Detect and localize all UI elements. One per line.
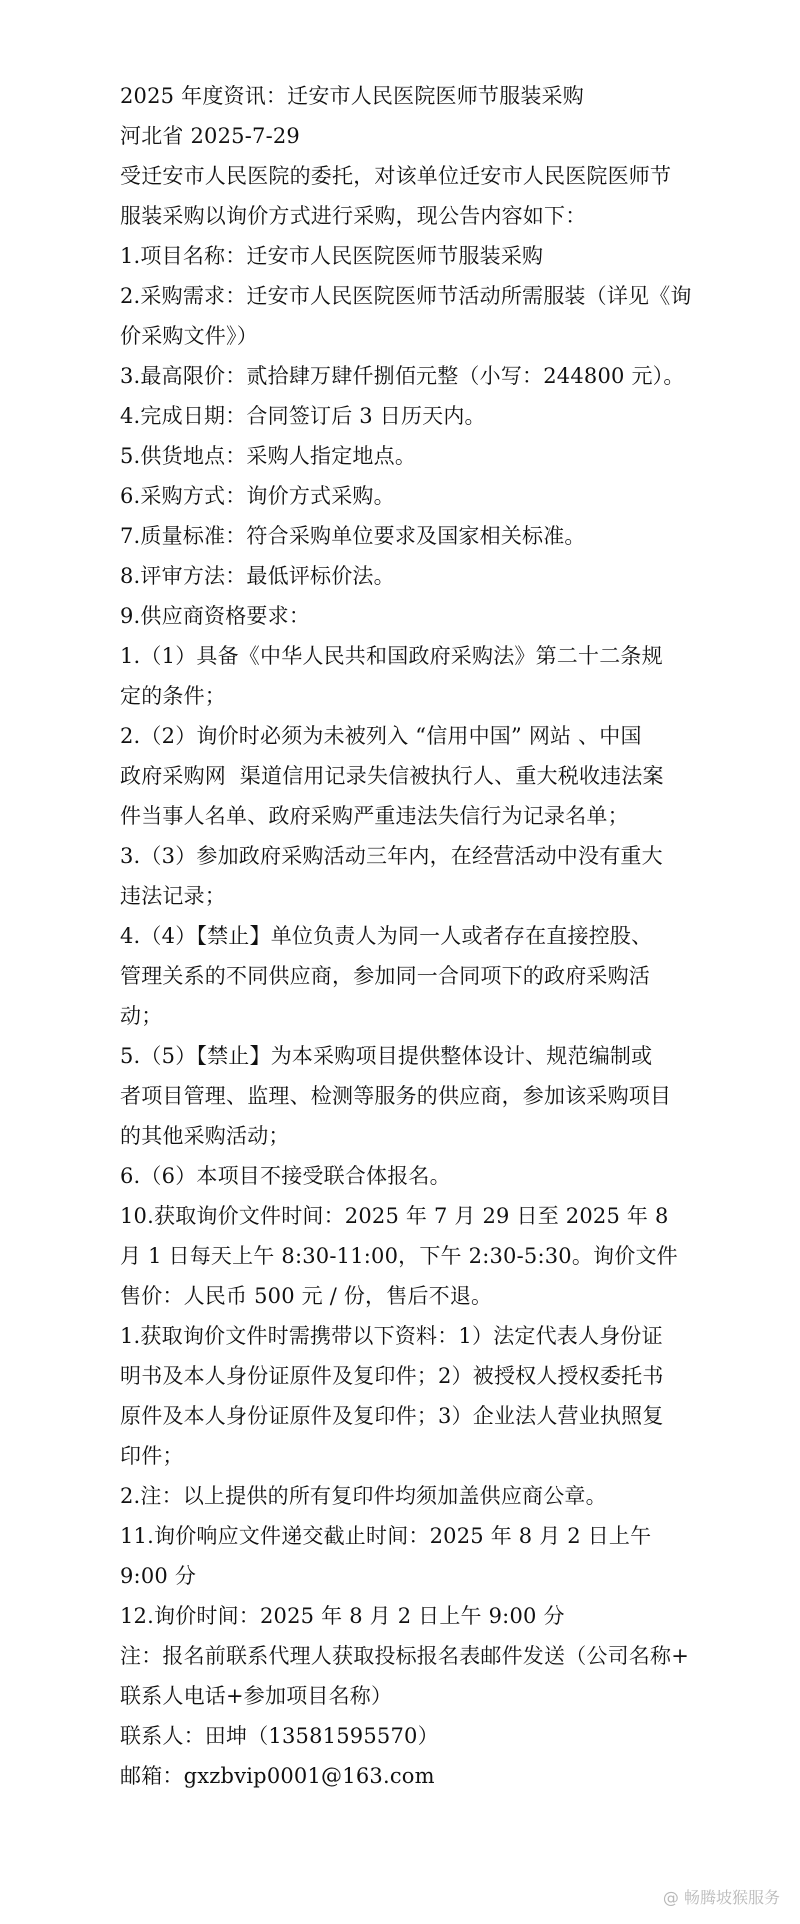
document-line: 6.（6）本项目不接受联合体报名。 [120, 1164, 451, 1188]
document-line: 1.（1）具备《中华人民共和国政府采购法》第二十二条规 [120, 644, 663, 668]
document-line: 件当事人名单、政府采购严重违法失信行为记录名单； [120, 804, 629, 828]
document-line: 4.（4）【禁止】单位负责人为同一人或者存在直接控股、 [120, 924, 653, 948]
document-line: 2.采购需求：迁安市人民医院医师节活动所需服装（详见《询 [120, 284, 692, 308]
document-line: 4.完成日期：合同签订后 3 日历天内。 [120, 404, 486, 428]
document-line: 的其他采购活动； [120, 1124, 290, 1148]
document-line: 2.（2）询价时必须为未被列入 “信用中国” 网站 、中国 [120, 724, 642, 748]
document-line: 政府采购网 渠道信用记录失信被执行人、重大税收违法案 [120, 764, 664, 788]
document-line: 8.评审方法：最低评标价法。 [120, 564, 395, 588]
document-line: 3.（3）参加政府采购活动三年内，在经营活动中没有重大 [120, 844, 663, 868]
document-line: 邮箱：gxzbvip0001@163.com [120, 1764, 435, 1788]
document-line: 明书及本人身份证原件及复印件；2）被授权人授权委托书 [120, 1364, 664, 1388]
document-line: 印件； [120, 1444, 184, 1468]
document-line: 11.询价响应文件递交截止时间：2025 年 8 月 2 日上午 [120, 1524, 652, 1548]
document-line: 河北省 2025-7-29 [120, 124, 300, 148]
document-line: 服装采购以询价方式进行采购，现公告内容如下： [120, 204, 587, 228]
document-line: 月 1 日每天上午 8:30-11:00，下午 2:30-5:30。询价文件 [120, 1244, 678, 1268]
document-line: 1.项目名称：迁安市人民医院医师节服装采购 [120, 244, 544, 268]
document-line: 者项目管理、监理、检测等服务的供应商，参加该采购项目 [120, 1084, 672, 1108]
document-line: 10.获取询价文件时间：2025 年 7 月 29 日至 2025 年 8 [120, 1204, 669, 1228]
document-line: 动； [120, 1004, 163, 1028]
document-line: 7.质量标准：符合采购单位要求及国家相关标准。 [120, 524, 586, 548]
document-line: 9:00 分 [120, 1564, 197, 1588]
document-line: 3.最高限价：贰拾肆万肆仟捌佰元整（小写：244800 元）。 [120, 364, 685, 388]
document-line: 9.供应商资格要求： [120, 604, 311, 628]
document-line: 联系人：田坤（13581595570） [120, 1724, 439, 1748]
document-line: 违法记录； [120, 884, 226, 908]
document-line: 12.询价时间：2025 年 8 月 2 日上午 9:00 分 [120, 1604, 565, 1628]
announcement-document [120, 76, 720, 1796]
document-line: 注：报名前联系代理人获取投标报名表邮件发送（公司名称+ [120, 1644, 689, 1668]
document-line: 受迁安市人民医院的委托，对该单位迁安市人民医院医师节 [120, 164, 672, 188]
document-line: 1.获取询价文件时需携带以下资料：1）法定代表人身份证 [120, 1324, 663, 1348]
document-line: 5.（5）【禁止】为本采购项目提供整体设计、规范编制或 [120, 1044, 653, 1068]
document-line: 售价：人民币 500 元 / 份，售后不退。 [120, 1284, 493, 1308]
document-line: 2.注：以上提供的所有复印件均须加盖供应商公章。 [120, 1484, 607, 1508]
document-line: 5.供货地点：采购人指定地点。 [120, 444, 417, 468]
document-line: 2025 年度资讯：迁安市人民医院医师节服装采购 [120, 84, 584, 108]
document-line: 定的条件； [120, 684, 226, 708]
document-line: 价采购文件》） [120, 324, 258, 348]
document-line: 原件及本人身份证原件及复印件；3）企业法人营业执照复 [120, 1404, 664, 1428]
document-line: 管理关系的不同供应商，参加同一合同项下的政府采购活 [120, 964, 650, 988]
watermark: @ 畅腾坡猴服务 [662, 1888, 780, 1907]
document-line: 6.采购方式：询价方式采购。 [120, 484, 395, 508]
document-line: 联系人电话+参加项目名称） [120, 1684, 393, 1708]
